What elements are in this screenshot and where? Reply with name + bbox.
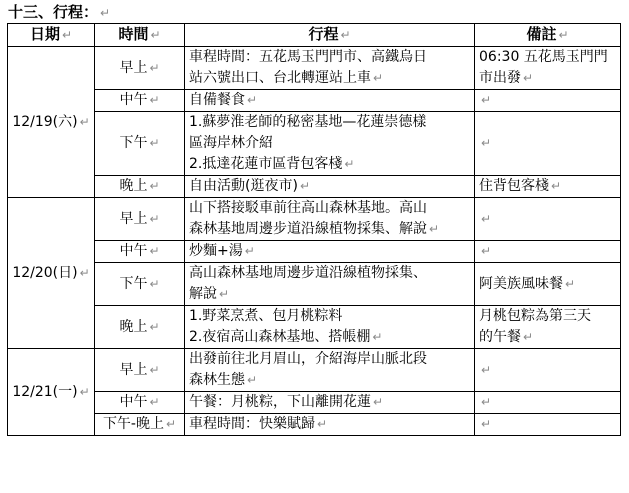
time-text: 晚上 <box>119 178 148 194</box>
note-line <box>479 176 616 197</box>
date-cell <box>8 349 95 436</box>
plan-line <box>189 284 470 305</box>
plan-text: 森林生態 <box>189 372 245 388</box>
paragraph-mark-icon: ↵ <box>340 28 351 42</box>
plan-cell <box>185 176 475 198</box>
paragraph-mark-icon: ↵ <box>149 211 160 226</box>
header-row <box>8 24 621 47</box>
plan-cell <box>185 306 475 349</box>
note-line <box>479 47 616 68</box>
paragraph-mark-icon: ↵ <box>247 373 258 387</box>
time-cell <box>95 392 185 414</box>
note-cell <box>475 47 621 90</box>
plan-text: 1.蘇夢淮老師的秘密基地—花蓮崇德樣 <box>189 114 427 130</box>
itinerary-body <box>8 47 621 436</box>
note-cell <box>475 414 621 436</box>
table-row <box>8 241 621 263</box>
plan-text: 高山森林基地周邊步道沿線植物採集、 <box>189 265 427 281</box>
plan-line <box>189 176 470 197</box>
time-text: 早上 <box>119 361 148 378</box>
note-text: 阿美族風味餐 <box>479 275 563 292</box>
time-cell <box>95 198 185 241</box>
header-date-label: 日期 <box>29 25 60 43</box>
time-text: 中午 <box>119 92 148 108</box>
plan-text: 出發前往北月眉山，介紹海岸山脈北段 <box>189 351 427 367</box>
paragraph-mark-icon: ↵ <box>558 28 569 42</box>
header-note <box>475 24 621 47</box>
note-cell <box>475 349 621 392</box>
plan-line <box>189 133 470 154</box>
paragraph-mark-icon: ↵ <box>149 362 160 377</box>
plan-text: 自備餐食 <box>189 92 245 108</box>
header-time-label: 時間 <box>118 25 149 43</box>
table-row <box>8 90 621 112</box>
plan-line <box>189 112 470 133</box>
paragraph-mark-icon: ↵ <box>481 417 492 431</box>
plan-text: 2.抵達花蓮市區背包客棧 <box>189 156 343 172</box>
plan-line <box>189 349 470 370</box>
paragraph-mark-icon: ↵ <box>149 179 160 193</box>
time-text: 早上 <box>119 210 148 227</box>
plan-cell <box>185 392 475 414</box>
time-text: 早上 <box>119 59 148 76</box>
paragraph-mark-icon: ↵ <box>551 179 562 193</box>
plan-text: 山下搭接駁車前往高山森林基地。高山 <box>189 200 427 216</box>
table-row <box>8 263 621 306</box>
plan-line <box>189 370 470 391</box>
note-cell <box>475 90 621 112</box>
paragraph-mark-icon: ↵ <box>299 179 310 193</box>
paragraph-mark-icon: ↵ <box>79 114 90 129</box>
paragraph-mark-icon: ↵ <box>523 330 534 344</box>
plan-line <box>189 219 470 240</box>
plan-text: 1.野菜烹煮、包月桃粽料 <box>189 308 343 324</box>
paragraph-mark-icon: ↵ <box>481 211 492 226</box>
note-text: 的午餐 <box>479 329 521 345</box>
paragraph-mark-icon: ↵ <box>481 136 492 150</box>
paragraph-mark-icon: ↵ <box>149 276 160 291</box>
paragraph-mark-icon: ↵ <box>481 362 492 377</box>
time-text: 下午 <box>119 135 148 151</box>
paragraph-mark-icon: ↵ <box>166 417 177 431</box>
paragraph-mark-icon: ↵ <box>79 265 90 280</box>
paragraph-mark-icon: ↵ <box>481 244 492 258</box>
time-cell <box>95 47 185 90</box>
time-cell <box>95 306 185 349</box>
table-row <box>8 112 621 176</box>
header-plan-label: 行程 <box>308 25 339 43</box>
plan-line <box>189 306 470 327</box>
section-heading <box>8 3 110 22</box>
plan-cell <box>185 263 475 306</box>
plan-text: 午餐：月桃粽，下山離開花蓮 <box>189 394 371 410</box>
plan-cell <box>185 414 475 436</box>
plan-line <box>189 90 470 111</box>
paragraph-mark-icon: ↵ <box>523 71 534 85</box>
paragraph-mark-icon: ↵ <box>373 395 384 409</box>
date-cell <box>8 47 95 198</box>
plan-cell <box>185 47 475 90</box>
note-text: 住背包客棧 <box>479 178 549 194</box>
plan-line <box>189 392 470 413</box>
paragraph-mark-icon: ↵ <box>429 222 440 236</box>
note-cell <box>475 241 621 263</box>
table-row <box>8 414 621 436</box>
plan-line <box>189 198 470 219</box>
plan-text: 車程時間：快樂賦歸 <box>189 416 315 432</box>
plan-cell <box>185 90 475 112</box>
table-row <box>8 198 621 241</box>
table-row <box>8 392 621 414</box>
paragraph-mark-icon: ↵ <box>149 319 160 334</box>
time-text: 下午-晚上 <box>102 416 164 432</box>
time-text: 晚上 <box>119 318 148 335</box>
paragraph-mark-icon: ↵ <box>61 28 73 42</box>
plan-text: 區海岸林介紹 <box>189 135 273 151</box>
paragraph-mark-icon: ↵ <box>149 244 160 258</box>
table-row <box>8 47 621 90</box>
paragraph-mark-icon: ↵ <box>317 417 328 431</box>
note-cell <box>475 306 621 349</box>
note-cell <box>475 198 621 241</box>
table-row <box>8 306 621 349</box>
note-text: 市出發 <box>479 70 521 86</box>
plan-text: 解說 <box>189 286 217 302</box>
table-row <box>8 349 621 392</box>
paragraph-mark-icon: ↵ <box>219 287 230 301</box>
plan-text: 炒麵+湯 <box>189 243 243 259</box>
plan-text: 2.夜宿高山森林基地、搭帳棚 <box>189 329 371 345</box>
itinerary-table <box>7 23 621 436</box>
plan-cell <box>185 349 475 392</box>
plan-line <box>189 47 470 68</box>
note-cell <box>475 176 621 198</box>
time-cell <box>95 90 185 112</box>
note-line <box>479 68 616 89</box>
header-plan <box>185 24 475 47</box>
paragraph-mark-icon: ↵ <box>150 28 161 42</box>
date-text: 12/19(六) <box>12 113 78 130</box>
table-row <box>8 176 621 198</box>
note-cell <box>475 392 621 414</box>
plan-text: 自由活動(逛夜市) <box>189 178 298 194</box>
plan-line <box>189 327 470 348</box>
plan-text: 車程時間：五花馬玉門門市、高鐵烏日 <box>189 49 427 65</box>
plan-cell <box>185 112 475 176</box>
plan-text: 站六號出口、台北轉運站上車 <box>189 70 371 86</box>
header-time <box>95 24 185 47</box>
plan-cell <box>185 198 475 241</box>
time-text: 中午 <box>119 394 148 410</box>
header-date <box>8 24 95 47</box>
paragraph-mark-icon: ↵ <box>372 330 383 344</box>
paragraph-mark-icon: ↵ <box>149 93 160 107</box>
paragraph-mark-icon: ↵ <box>244 244 255 258</box>
note-text: 06:30 五花馬玉門門 <box>479 49 608 65</box>
date-text: 12/21(一) <box>12 383 78 400</box>
section-heading-text: 十三、行程： <box>8 3 99 21</box>
note-cell <box>475 263 621 306</box>
note-text: 月桃包粽為第三天 <box>479 308 591 324</box>
header-note-label: 備註 <box>526 25 557 43</box>
plan-line <box>189 241 470 262</box>
paragraph-mark-icon: ↵ <box>481 395 492 409</box>
note-cell <box>475 112 621 176</box>
time-cell <box>95 414 185 436</box>
time-cell <box>95 263 185 306</box>
plan-text: 森林基地周邊步道沿線植物採集、解說 <box>189 221 427 237</box>
plan-line <box>189 154 470 175</box>
note-line <box>479 327 616 348</box>
time-cell <box>95 112 185 176</box>
paragraph-mark-icon: ↵ <box>149 60 160 75</box>
plan-line <box>189 414 470 435</box>
paragraph-mark-icon: ↵ <box>344 157 355 171</box>
time-cell <box>95 349 185 392</box>
paragraph-mark-icon: ↵ <box>481 93 492 107</box>
paragraph-mark-icon: ↵ <box>247 93 258 107</box>
paragraph-mark-icon: ↵ <box>149 395 160 409</box>
paragraph-mark-icon: ↵ <box>373 71 384 85</box>
paragraph-mark-icon: ↵ <box>100 6 111 20</box>
date-text: 12/20(日) <box>12 264 78 281</box>
note-line <box>479 306 616 327</box>
time-cell <box>95 176 185 198</box>
plan-cell <box>185 241 475 263</box>
time-cell <box>95 241 185 263</box>
date-cell <box>8 198 95 349</box>
time-text: 中午 <box>119 243 148 259</box>
time-text: 下午 <box>119 275 148 292</box>
plan-line <box>189 263 470 284</box>
note-line <box>479 274 616 295</box>
paragraph-mark-icon: ↵ <box>565 276 576 291</box>
plan-line <box>189 68 470 89</box>
paragraph-mark-icon: ↵ <box>149 136 160 150</box>
paragraph-mark-icon: ↵ <box>79 384 90 399</box>
